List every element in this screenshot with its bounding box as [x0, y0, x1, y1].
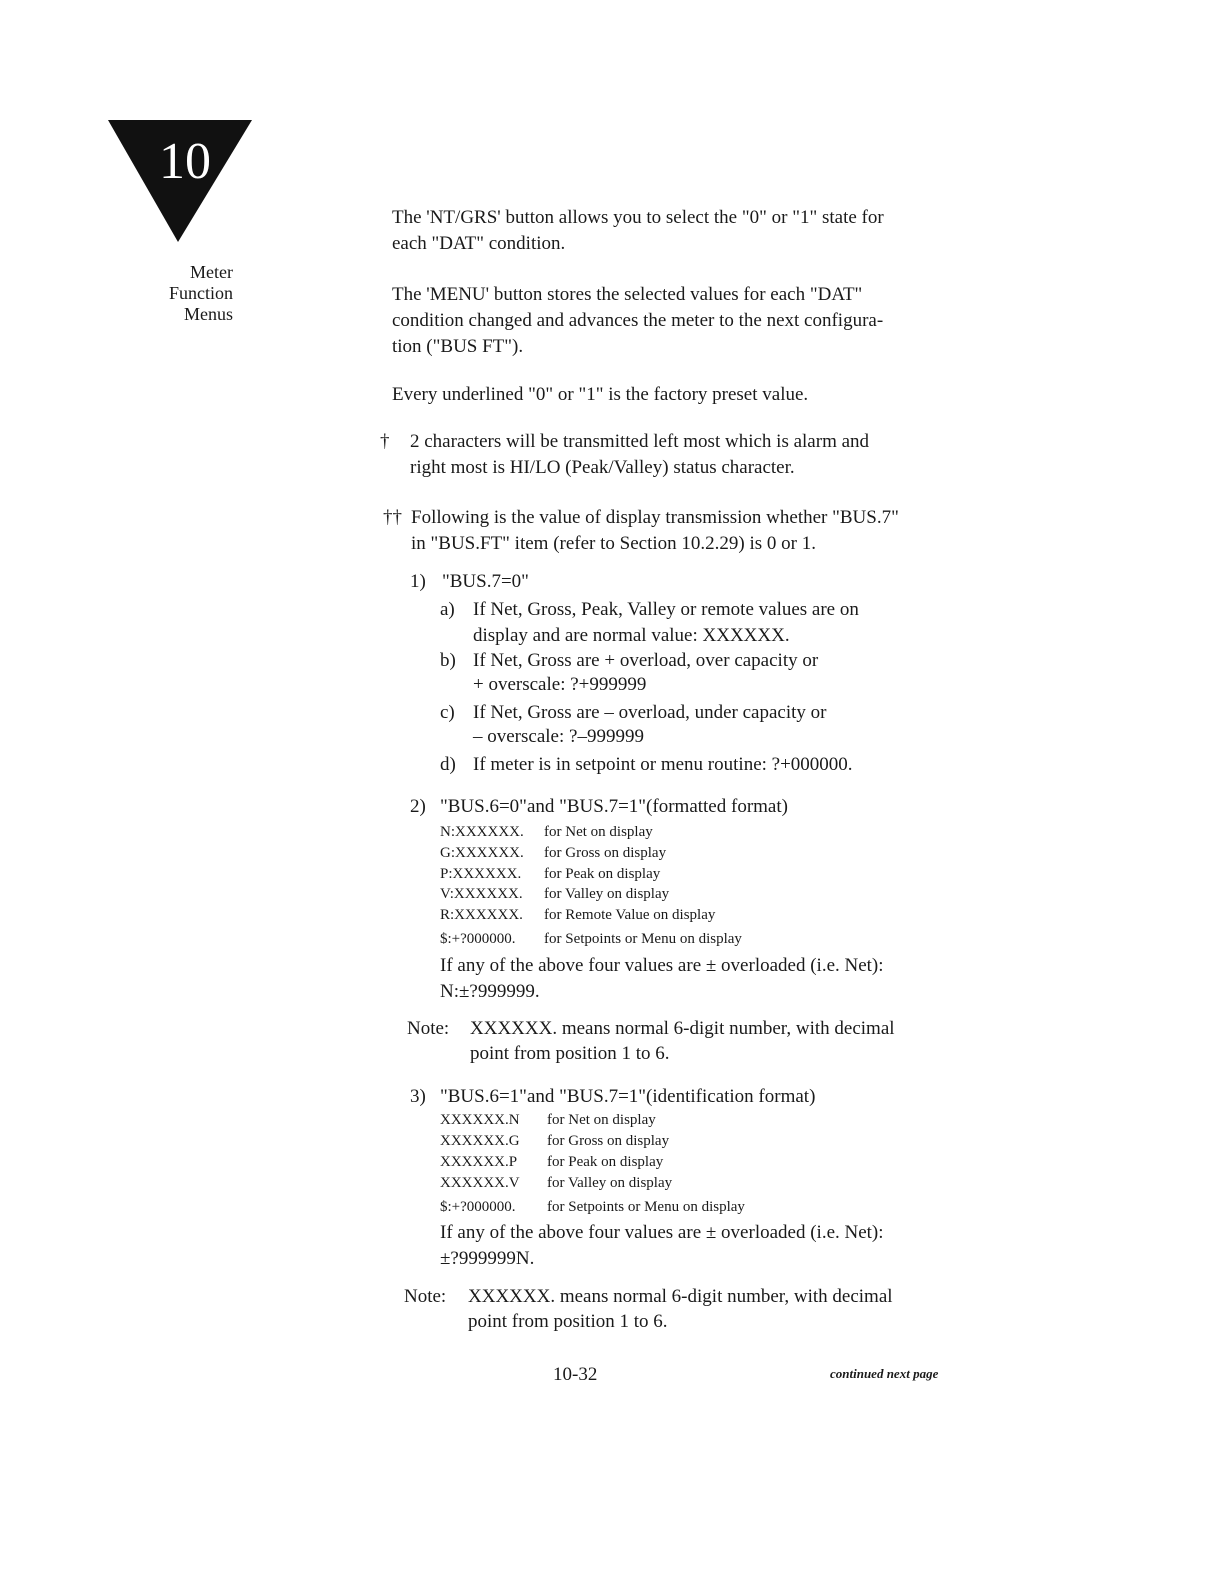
format-row: [440, 884, 669, 905]
item-number: 1): [410, 571, 426, 592]
format-code: XXXXXX.G: [440, 1133, 520, 1149]
overload-line: If any of the above four values are ± overloaded (i.e. Net):: [440, 955, 884, 976]
format-row: [440, 905, 715, 926]
sub-item-label: d): [440, 754, 456, 775]
section-number: 10: [159, 133, 211, 190]
dagger-note-line: right most is HI/LO (Peak/Valley) status character.: [410, 457, 795, 478]
format-row: [440, 1152, 663, 1173]
paragraph-menu-line: The 'MENU' button stores the selected values for each "DAT": [392, 284, 863, 305]
paragraph-menu-line: condition changed and advances the meter to the next configura-: [392, 310, 884, 331]
overload-line: If any of the above four values are ± overloaded (i.e. Net):: [440, 1222, 884, 1243]
sub-item-label: c): [440, 702, 455, 723]
sub-item-line: If meter is in setpoint or menu routine: ?+000000.: [473, 754, 853, 775]
dagger-note-line: 2 characters will be transmitted left most which is alarm and: [410, 431, 870, 452]
sub-item-line: + overscale: ?+999999: [473, 674, 647, 695]
section-title: [120, 262, 233, 325]
format-desc: for Net on display: [544, 824, 653, 840]
note-line: point from position 1 to 6.: [468, 1311, 668, 1332]
double-dagger-note-line: in "BUS.FT" item (refer to Section 10.2.29) is 0 or 1.: [411, 533, 816, 554]
note-label: Note:: [407, 1018, 450, 1039]
paragraph-ntgrs-line: each "DAT" condition.: [392, 233, 566, 254]
sub-item-line: If Net, Gross, Peak, Valley or remote values are on: [473, 599, 859, 620]
format-desc: for Gross on display: [544, 845, 667, 861]
format-row: [440, 822, 653, 843]
section-title-line: Menus: [184, 304, 233, 324]
paragraph-menu-line: tion ("BUS FT").: [392, 336, 524, 357]
format-desc: for Net on display: [547, 1112, 656, 1128]
paragraph-factory-preset: Every underlined "0" or "1" is the factory preset value.: [392, 384, 809, 405]
note-line: XXXXXX. means normal 6-digit number, with decimal: [470, 1018, 895, 1039]
sub-item-label: b): [440, 650, 456, 671]
format-row: [440, 1131, 669, 1152]
item-title: "BUS.6=0"and "BUS.7=1"(formatted format): [440, 796, 788, 817]
format-code: XXXXXX.N: [440, 1112, 520, 1128]
item-title: "BUS.7=0": [442, 571, 529, 592]
dagger-mark: †: [380, 431, 390, 452]
format-row: [440, 864, 660, 885]
format-code: XXXXXX.P: [440, 1154, 518, 1170]
section-title-line: Meter: [190, 262, 233, 282]
format-desc: for Peak on display: [544, 866, 661, 882]
paragraph-ntgrs-line: The 'NT/GRS' button allows you to select the "0" or "1" state for: [392, 207, 884, 228]
format-row: [440, 843, 666, 864]
sub-item-label: a): [440, 599, 455, 620]
item-number: 3): [410, 1086, 426, 1107]
item-title: "BUS.6=1"and "BUS.7=1"(identification format): [440, 1086, 816, 1107]
overload-line: N:±?999999.: [440, 981, 540, 1002]
format-row: [440, 1173, 672, 1194]
format-code: P:XXXXXX.: [440, 866, 522, 882]
note-line: point from position 1 to 6.: [470, 1043, 670, 1064]
format-desc: for Peak on display: [547, 1154, 664, 1170]
format-code: R:XXXXXX.: [440, 907, 523, 923]
format-code: $:+?000000.: [440, 931, 516, 947]
note-line: XXXXXX. means normal 6-digit number, with decimal: [468, 1286, 893, 1307]
section-title-line: Function: [168, 283, 233, 303]
sub-item-line: If Net, Gross are + overload, over capacity or: [473, 650, 819, 671]
item-number: 2): [410, 796, 426, 817]
sub-item-line: – overscale: ?–999999: [473, 726, 644, 747]
format-desc: for Gross on display: [547, 1133, 670, 1149]
format-desc: for Setpoints or Menu on display: [547, 1199, 745, 1215]
note-label: Note:: [404, 1286, 447, 1307]
format-desc: for Setpoints or Menu on display: [544, 931, 742, 947]
format-row: [440, 929, 742, 950]
continued-next-page: continued next page: [830, 1366, 939, 1381]
format-code: N:XXXXXX.: [440, 824, 524, 840]
double-dagger-mark: ††: [383, 507, 402, 528]
format-code: XXXXXX.V: [440, 1175, 520, 1191]
format-code: $:+?000000.: [440, 1199, 516, 1215]
format-row: [440, 1197, 745, 1218]
sub-item-line: display and are normal value: XXXXXX.: [473, 625, 790, 646]
format-desc: for Valley on display: [544, 886, 670, 902]
format-code: V:XXXXXX.: [440, 886, 523, 902]
overload-line: ±?999999N.: [440, 1248, 535, 1269]
format-desc: for Remote Value on display: [544, 907, 716, 923]
sub-item-line: If Net, Gross are – overload, under capacity or: [473, 702, 827, 723]
format-row: [440, 1110, 656, 1131]
double-dagger-note-line: Following is the value of display transmission whether "BUS.7": [411, 507, 899, 528]
page-number: 10-32: [553, 1364, 598, 1385]
format-code: G:XXXXXX.: [440, 845, 524, 861]
format-desc: for Valley on display: [547, 1175, 673, 1191]
